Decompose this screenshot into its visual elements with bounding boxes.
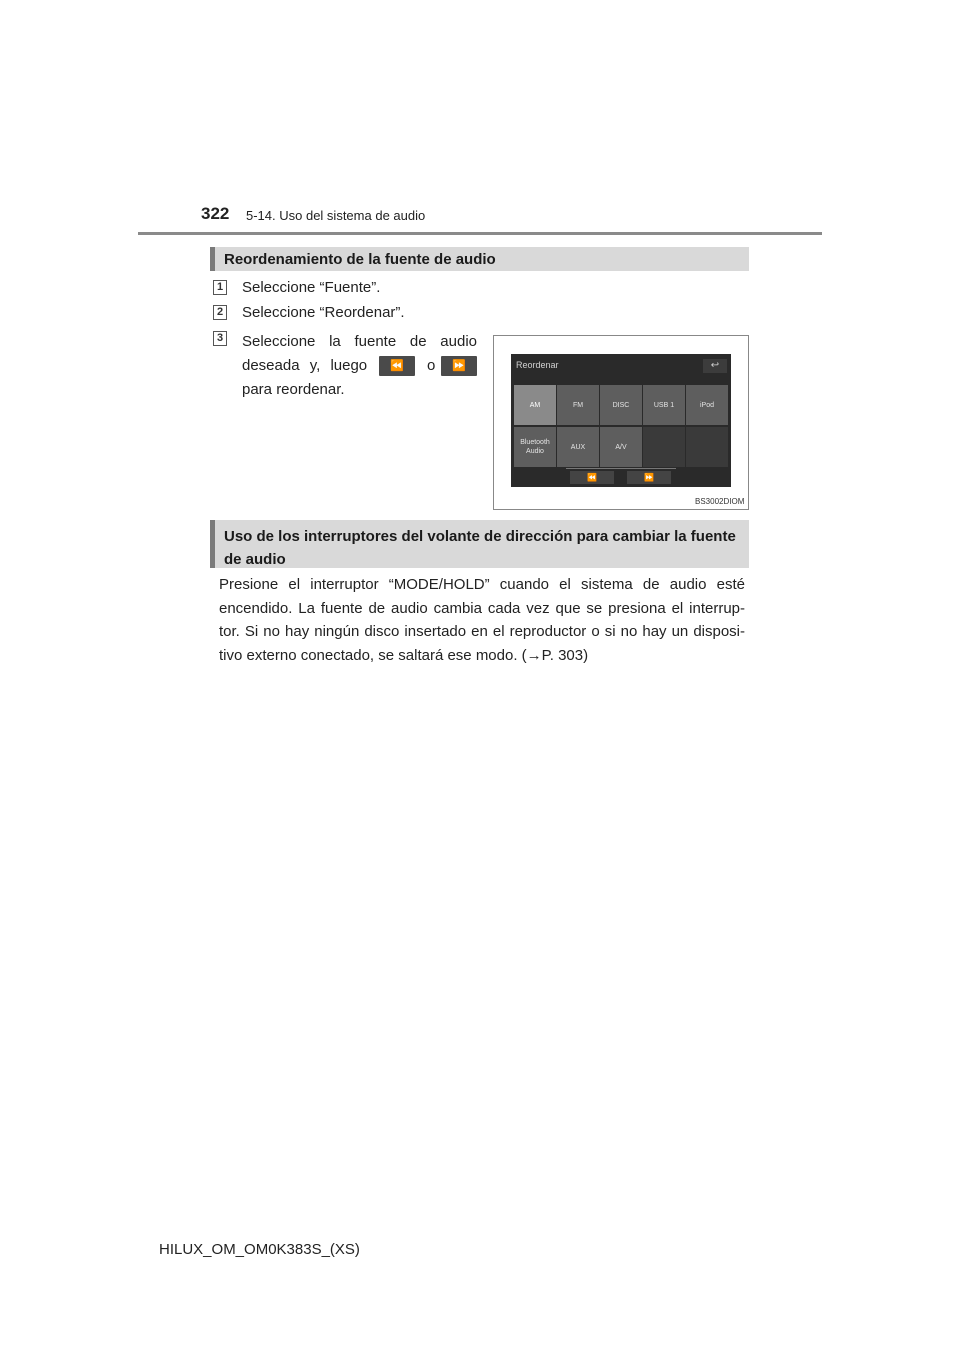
- source-button-bluetooth-audio[interactable]: [514, 427, 556, 467]
- back-icon[interactable]: ↩: [703, 359, 727, 373]
- screen-divider: [566, 468, 676, 469]
- step3-line2: [242, 354, 477, 378]
- source-button-ipod[interactable]: iPod: [686, 385, 728, 425]
- step-text-2: Seleccione “Reordenar”.: [242, 304, 405, 321]
- section-heading-reorder: Reordenamiento de la fuente de audio: [210, 247, 749, 271]
- step-text-1: Seleccione “Fuente”.: [242, 279, 381, 296]
- section-title: 5-14. Uso del sistema de audio: [246, 208, 426, 223]
- step-number-1: 1: [213, 280, 227, 295]
- source-button-aux[interactable]: AUX: [557, 427, 599, 467]
- figure-code: BS3002DIOM: [695, 497, 745, 506]
- source-button-fm[interactable]: FM: [557, 385, 599, 425]
- step3-line2-pre: deseada y, luego: [242, 357, 368, 374]
- step3-line3: para reordenar.: [242, 381, 345, 398]
- step3-line2-mid: o: [427, 357, 436, 374]
- step-number-3: 3: [213, 331, 227, 346]
- step3-line1: Seleccione la fuente de audio: [242, 333, 477, 350]
- source-button-am[interactable]: AM: [514, 385, 556, 425]
- source-button-av[interactable]: A/V: [600, 427, 642, 467]
- section-heading-steering-switch: Uso de los interruptores del volante de dirección para cambiar la fuente de audio: [210, 520, 749, 568]
- body-paragraph: Presione el interruptor “MODE/HOLD” cuando el sistema de audio esté encendido. La fuente de audio cambia cada vez que se presiona el interrup-tor. Si no hay ningún disco insertado en el reproductor o si no hay un disposi-tivo externo conectado, se saltará ese modo. (→P. 303): [219, 576, 745, 664]
- footer-code: HILUX_OM_OM0K383S_(XS): [159, 1241, 360, 1258]
- header-rule: [138, 232, 822, 235]
- screen-title: Reordenar: [516, 360, 559, 370]
- fast-forward-icon: ⏩: [441, 356, 477, 376]
- step-number-2: 2: [213, 305, 227, 320]
- step-text-3: [242, 330, 477, 402]
- rewind-icon: ⏪: [379, 356, 415, 376]
- move-right-button[interactable]: ⏩: [627, 471, 671, 484]
- move-left-button[interactable]: ⏪: [570, 471, 614, 484]
- source-button-usb1[interactable]: USB 1: [643, 385, 685, 425]
- empty-slot: [643, 427, 685, 467]
- source-button-disc[interactable]: DISC: [600, 385, 642, 425]
- empty-slot: [686, 427, 728, 467]
- page-number: 322: [201, 204, 230, 223]
- bt-label-line1: Bluetooth: [520, 439, 550, 446]
- bt-label-line2: Audio: [526, 448, 544, 455]
